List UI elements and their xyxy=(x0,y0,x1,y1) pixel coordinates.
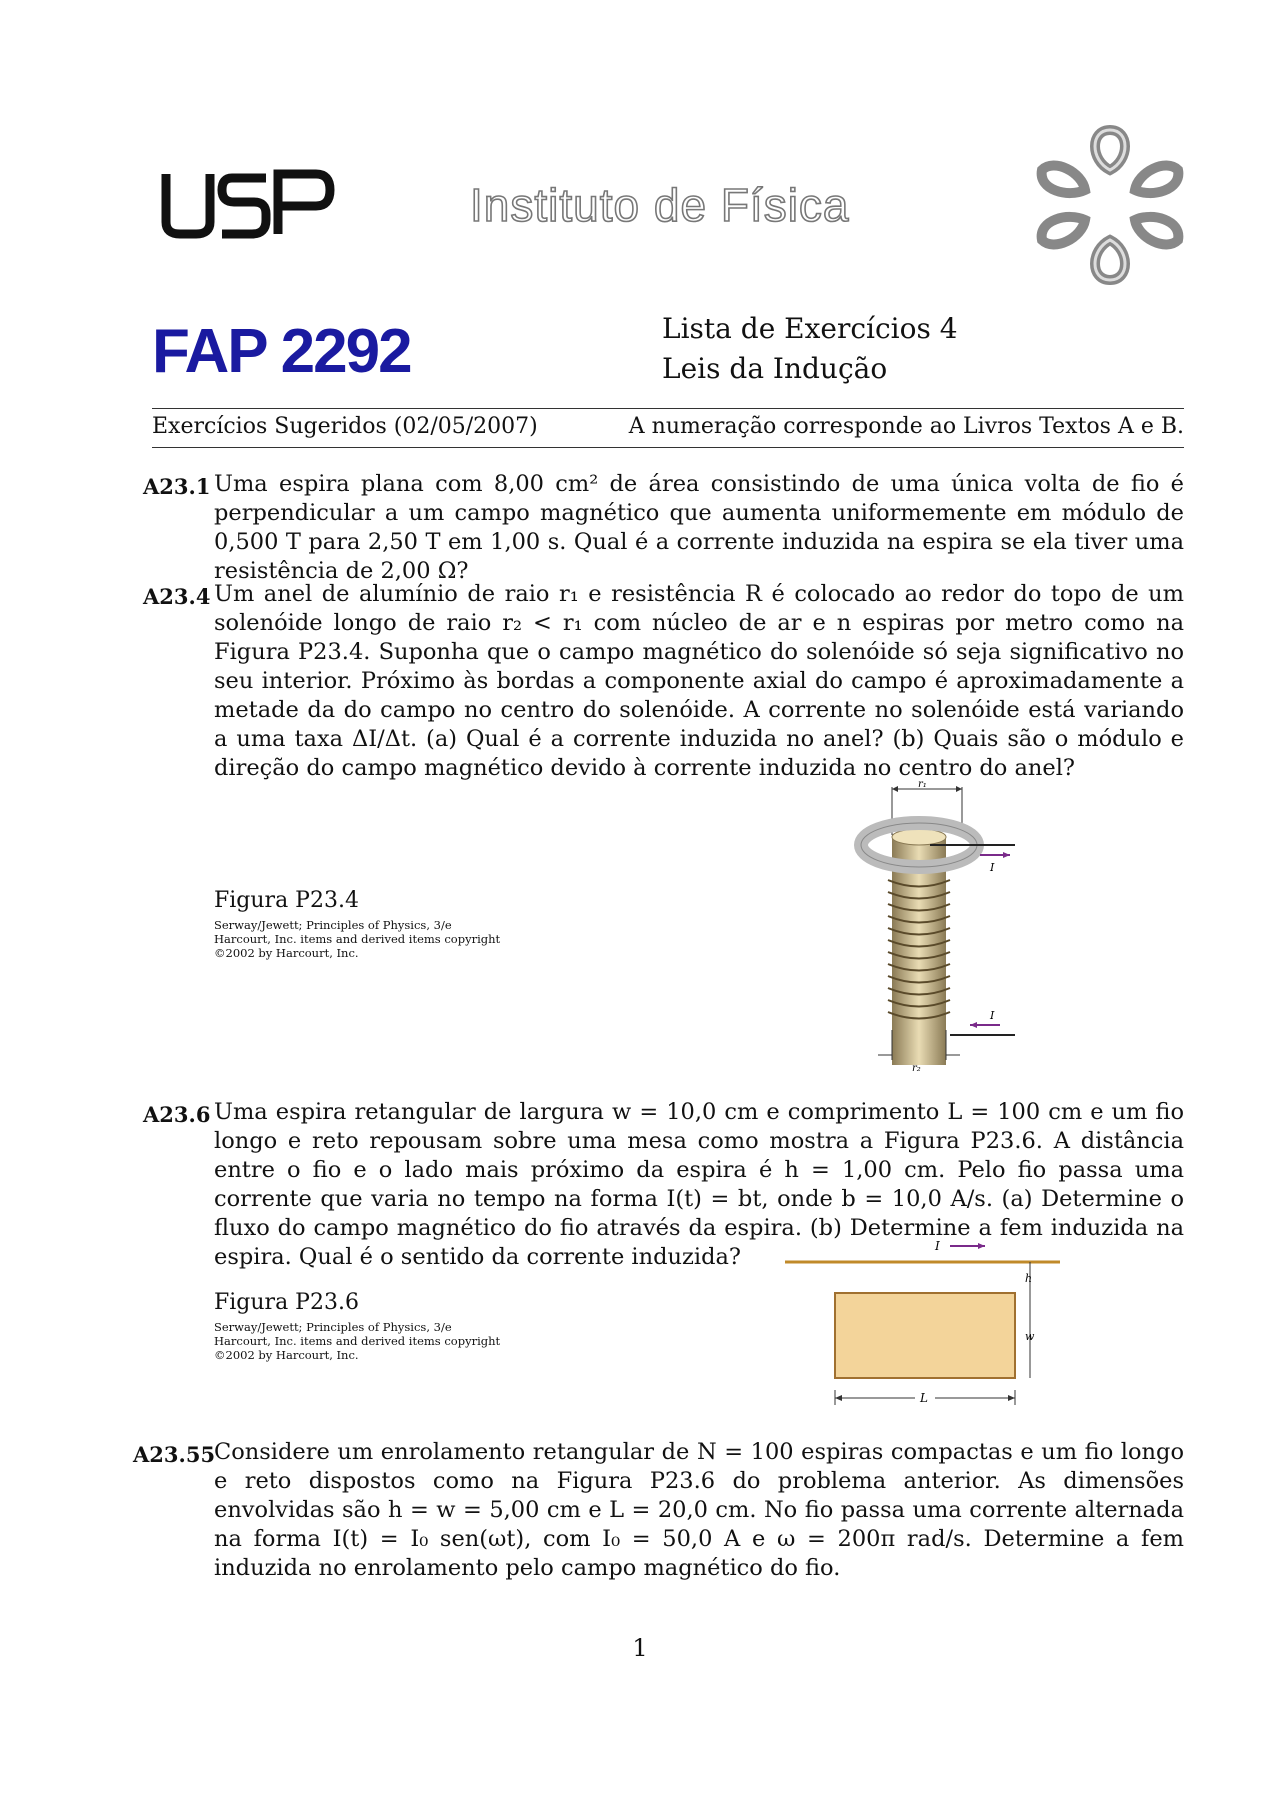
institute-title: Instituto de Física xyxy=(470,179,850,231)
list-title: Lista de Exercícios 4 xyxy=(662,312,958,345)
divider xyxy=(152,408,1184,409)
problem-text: Considere um enrolamento retangular de N = 100 espiras compactas e um fio longo e reto dispostos como na Figura P23.6 do problema anterior. As dimensões envolvidas são h = w = 5,00 cm e L = 20,0 cm. No fio passa uma corrente alternada na forma I(t) = I₀ sen(ωt), com I₀ = 50,0 A e ω = 200π rad/s. Determine a fem induzida no enrolamento pelo campo magnético do fio. xyxy=(214,1439,1184,1581)
subheader-right: A numeração corresponde ao Livros Textos A e B. xyxy=(628,414,1184,439)
divider xyxy=(152,447,1184,448)
current-label: I xyxy=(990,861,995,874)
problem-label: A23.55 xyxy=(133,1442,216,1467)
current-label: I xyxy=(990,1009,995,1022)
subheader-left: Exercícios Sugeridos (02/05/2007) xyxy=(152,414,538,439)
solenoid-figure xyxy=(820,775,1020,1075)
problem-label: A23.1 xyxy=(143,474,211,499)
problem-text: Uma espira plana com 8,00 cm² de área consistindo de uma única volta de fio é perpendicular a um campo magnético que aumenta uniformemente em módulo de 0,500 T para 2,50 T em 1,00 s. Qual é a corrente induzida na espira se ela tiver uma resistência de 2,00 Ω? xyxy=(214,471,1184,584)
course-code: FAP 2292 xyxy=(152,317,411,386)
w-label: w xyxy=(1025,1330,1035,1343)
figure-caption: Figura P23.4 xyxy=(214,888,359,913)
r2-label: r₂ xyxy=(912,1063,921,1074)
problem-label: A23.6 xyxy=(143,1102,211,1127)
figure-source: Serway/Jewett; Principles of Physics, 3/e Harcourt, Inc. items and derived items copyright ©2002 by Harcourt, Inc. xyxy=(214,1320,501,1362)
h-label: h xyxy=(1025,1272,1033,1285)
list-subtitle: Leis da Indução xyxy=(662,352,888,385)
figure-source: Serway/Jewett; Principles of Physics, 3/e Harcourt, Inc. items and derived items copyright ©2002 by Harcourt, Inc. xyxy=(214,918,501,960)
problem-text: Uma espira retangular de largura w = 10,0 cm e comprimento L = 100 cm e um fio longo e reto repousam sobre uma mesa como mostra a Figura P23.6. A distância entre o fio e o lado mais próximo da espira é h = 1,00 cm. Pelo fio passa uma corrente que varia no tempo na forma I(t) = bt, onde b = 10,0 A/s. (a) Determine o fluxo do campo magnético do fio através da espira. (b) Determine a fem induzida na espira. Qual é o sentido da corrente induzida? xyxy=(214,1099,1184,1270)
L-label: L xyxy=(920,1391,928,1405)
loop-wire-figure xyxy=(785,1240,1065,1410)
page-number: 1 xyxy=(632,1634,648,1662)
problem-label: A23.4 xyxy=(143,584,211,609)
figure-caption: Figura P23.6 xyxy=(214,1290,359,1315)
current-label: I xyxy=(935,1240,940,1253)
problem-text: Um anel de alumínio de raio r₁ e resistência R é colocado ao redor do topo de um solenóide longo de raio r₂ < r₁ com núcleo de ar e n espiras por metro como na Figura P23.4. Suponha que o campo magnético do solenóide só seja significativo no seu interior. Próximo às bordas a componente axial do campo é aproximadamente a metade da do campo no centro do solenóide. A corrente no solenóide está variando a uma taxa ΔI/Δt. (a) Qual é a corrente induzida no anel? (b) Quais são o módulo e direção do campo magnético devido à corrente induzida no centro do anel? xyxy=(214,581,1184,781)
r1-label: r₁ xyxy=(918,779,927,790)
institute-logo-icon xyxy=(1030,120,1190,290)
rectangular-loop xyxy=(835,1293,1015,1378)
usp-logo xyxy=(158,168,338,240)
